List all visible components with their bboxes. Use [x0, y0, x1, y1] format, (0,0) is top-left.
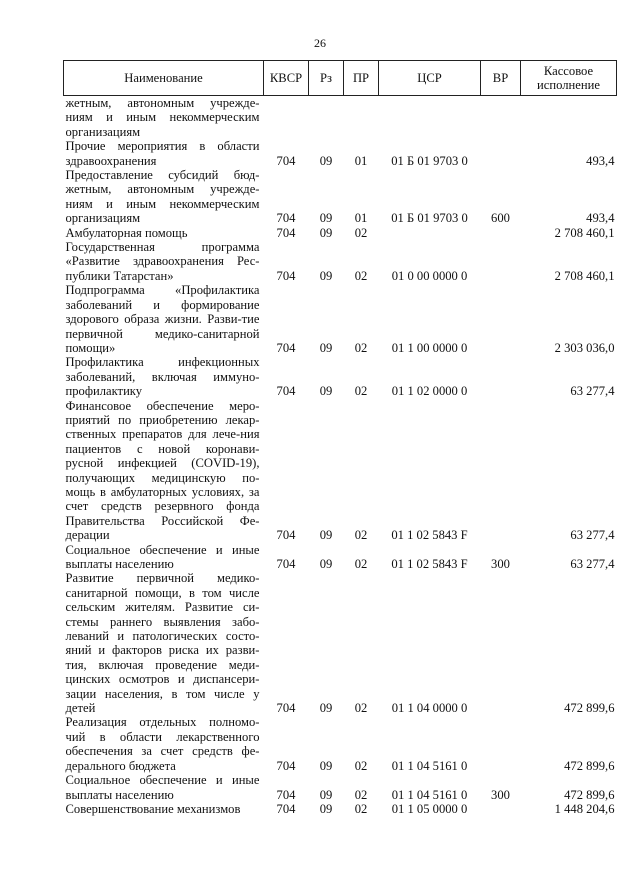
row-csr: 01 1 04 0000 0 — [391, 701, 468, 716]
row-rz: 09 — [319, 801, 333, 816]
row-name: Реализация отдельных полномо-чий в области лекарственного обеспечения за счет средств фе-дерального бюджета — [65, 715, 260, 773]
row-kvsr: 704 — [276, 384, 296, 399]
row-amount: 2 303 036,0 — [554, 340, 615, 355]
row-kvsr: 704 — [276, 268, 296, 283]
row-kvsr: 704 — [276, 557, 296, 571]
table-row — [64, 715, 617, 773]
row-kvsr — [264, 96, 309, 140]
row-name: Подпрограмма «Профилактика заболеваний и формирование здорового образа жизни. Разви-тие первичной медико-санитарной помощи» — [65, 283, 260, 355]
row-pr: 02 — [354, 801, 368, 816]
row-csr: 01 Б 01 9703 0 — [391, 211, 468, 226]
row-amount: 2 708 460,1 — [554, 225, 615, 240]
row-vr — [481, 139, 521, 168]
row-pr: 02 — [354, 268, 368, 283]
row-amount: 472 899,6 — [564, 701, 615, 716]
row-csr: 01 1 02 5843 F — [391, 557, 468, 571]
row-amount — [521, 96, 617, 140]
row-rz: 09 — [319, 787, 333, 802]
row-rz: 09 — [319, 557, 333, 571]
row-amount: 472 899,6 — [564, 758, 615, 773]
row-kvsr: 704 — [276, 758, 296, 773]
header-name: Наименование — [64, 61, 264, 96]
row-rz: 09 — [319, 758, 333, 773]
row-vr — [481, 399, 521, 543]
row-kvsr: 704 — [276, 340, 296, 355]
row-kvsr: 704 — [276, 801, 296, 816]
row-amount: 63 277,4 — [570, 384, 615, 399]
row-name: Финансовое обеспечение меро-приятий по приобретению лекар-ственных препаратов для лече-ния пациентов с новой коронави-русной инфекцией (COVID-19), получающих медицинскую по-мощь в амбулаторных условиях, за счет средств резервного фонда Правительства Российской Фе-дерации — [65, 398, 260, 543]
row-name: Государственная программа «Развитие здравоохранения Рес-публики Татарстан» — [65, 240, 260, 283]
row-amount: 1 448 204,6 — [554, 801, 615, 816]
row-amount: 63 277,4 — [570, 557, 615, 571]
row-rz: 09 — [319, 528, 333, 543]
header-vr: ВР — [481, 61, 521, 96]
row-csr: 01 Б 01 9703 0 — [391, 153, 468, 168]
row-amount: 63 277,4 — [570, 528, 615, 543]
table-row — [64, 571, 617, 715]
row-csr — [379, 96, 481, 140]
table-row — [64, 773, 617, 802]
row-name: Социальное обеспечение и иные выплаты населению — [65, 542, 260, 571]
header-rz: Рз — [309, 61, 344, 96]
row-kvsr: 704 — [276, 225, 296, 240]
row-vr — [481, 283, 521, 355]
row-pr: 01 — [354, 211, 368, 226]
table-row — [64, 399, 617, 543]
row-amount: 2 708 460,1 — [554, 268, 615, 283]
row-csr: 01 0 00 0000 0 — [391, 268, 468, 283]
table-row — [64, 96, 617, 140]
row-csr: 01 1 04 5161 0 — [391, 787, 468, 802]
row-name: Социальное обеспечение и иные выплаты населению — [65, 773, 260, 802]
row-amount: 472 899,6 — [564, 787, 615, 802]
row-rz — [309, 96, 344, 140]
row-csr: 01 1 00 0000 0 — [391, 340, 468, 355]
row-kvsr: 704 — [276, 211, 296, 226]
table-row — [64, 355, 617, 398]
row-pr: 02 — [354, 340, 368, 355]
row-pr: 02 — [354, 384, 368, 399]
row-rz: 09 — [319, 211, 333, 226]
header-csr: ЦСР — [379, 61, 481, 96]
row-name: Профилактика инфекционных заболеваний, включая иммуно-профилактику — [65, 355, 260, 399]
row-vr: 300 — [491, 787, 510, 802]
row-kvsr: 704 — [276, 701, 296, 716]
table-row — [64, 240, 617, 283]
row-vr: 600 — [491, 211, 510, 226]
header-kassovoe: Кассовое исполнение — [521, 61, 617, 96]
row-name: жетным, автономным учрежде-ниям и иным некоммерческим организациям — [65, 96, 260, 139]
row-vr — [481, 355, 521, 398]
row-kvsr: 704 — [276, 787, 296, 802]
row-amount: 493,4 — [586, 153, 615, 168]
row-pr: 02 — [354, 225, 368, 240]
page-number: 26 — [314, 36, 326, 50]
row-vr — [481, 802, 521, 816]
row-csr: 01 1 02 5843 F — [391, 528, 468, 543]
row-name: Предоставление субсидий бюд-жетным, автономным учрежде-ниям и иным некоммерческим организациям — [65, 168, 260, 226]
row-pr: 02 — [354, 528, 368, 543]
row-csr — [379, 226, 481, 240]
table-body — [64, 96, 617, 817]
row-pr: 02 — [354, 701, 368, 716]
table-row — [64, 543, 617, 572]
row-name: Амбулаторная помощь — [65, 225, 188, 240]
row-amount: 493,4 — [586, 211, 615, 226]
table-header — [64, 61, 617, 96]
row-vr — [481, 226, 521, 240]
row-rz: 09 — [319, 153, 333, 168]
table-row — [64, 139, 617, 168]
header-kvsr: КВСР — [264, 61, 309, 96]
row-vr — [481, 715, 521, 773]
row-rz: 09 — [319, 268, 333, 283]
header-pr: ПР — [344, 61, 379, 96]
row-pr: 02 — [354, 787, 368, 802]
row-name: Развитие первичной медико-санитарной помощи, в том числе сельским жителям. Развитие си-стемы раннего выявления забо-леваний и патологических состо-яний и факторов риска их разви-тия, включая проведение меди-цинских осмотров и диспансери-зации населения, в том числе у детей — [65, 571, 260, 716]
row-vr — [481, 96, 521, 140]
row-vr — [481, 571, 521, 715]
table-row — [64, 802, 617, 816]
row-vr — [481, 240, 521, 283]
row-name: Совершенствование механизмов — [65, 801, 241, 816]
row-rz: 09 — [319, 384, 333, 399]
row-csr: 01 1 02 0000 0 — [391, 384, 468, 399]
row-pr: 02 — [354, 758, 368, 773]
row-pr: 01 — [354, 153, 368, 168]
table-row — [64, 226, 617, 240]
budget-table — [63, 60, 617, 816]
row-rz: 09 — [319, 340, 333, 355]
row-name: Прочие мероприятия в области здравоохранения — [65, 139, 260, 168]
row-csr: 01 1 04 5161 0 — [391, 758, 468, 773]
row-rz: 09 — [319, 701, 333, 716]
row-vr: 300 — [491, 557, 510, 571]
row-pr: 02 — [354, 557, 368, 571]
row-kvsr: 704 — [276, 153, 296, 168]
row-kvsr: 704 — [276, 528, 296, 543]
row-rz: 09 — [319, 225, 333, 240]
row-csr: 01 1 05 0000 0 — [391, 801, 468, 816]
table-row — [64, 168, 617, 226]
table-row — [64, 283, 617, 355]
row-pr — [344, 96, 379, 140]
